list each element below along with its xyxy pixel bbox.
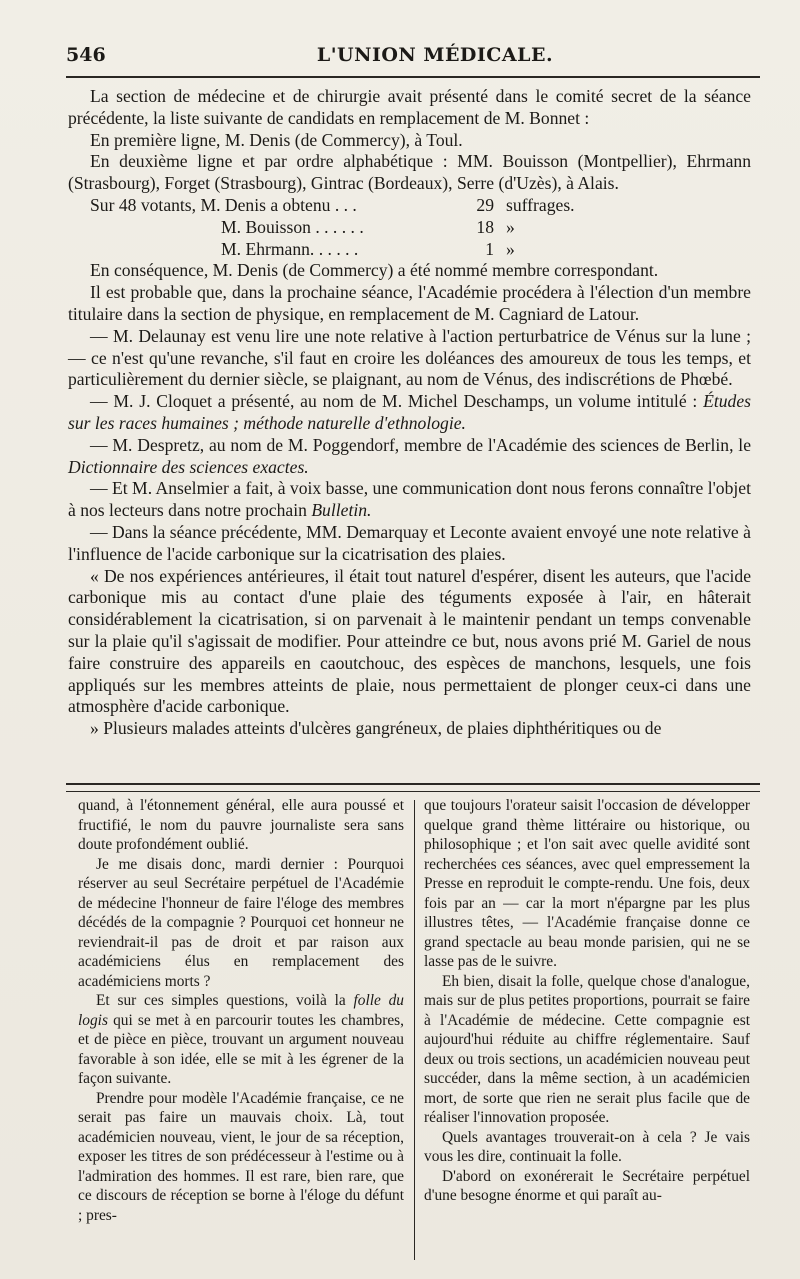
vote-row <box>68 195 751 217</box>
feuilleton-right-column <box>424 796 750 1206</box>
main-article <box>68 86 751 740</box>
column-rule <box>414 800 415 1260</box>
vote-candidate: M. Bouisson . . . . . . <box>221 216 364 237</box>
paragraph-text: qui se met à en parcourir toutes les chambres, et de pièce en pièce, trouvant un argument nouveau favorable à son idée, elle se mit à les égrener de la façon suivante. <box>78 1011 404 1087</box>
running-header <box>66 44 744 74</box>
paragraph: » Plusieurs malades atteints d'ulcères gangréneux, de plaies diphthéritiques ou de <box>90 718 662 739</box>
paragraph: Eh bien, disait la folle, quelque chose d'analogue, mais sur de plus petites proportions, pourrait se faire à l'Académie de médecine. Cette compagnie est aujourd'hui réduite au chiffre réglementaire. Sauf deux ou trois sections, un académicien nouveau peut succéder, dans la même section, à un académicien mort, de sorte que rien ne serait plus facile que de réaliser l'innovation proposée. <box>424 972 750 1126</box>
feuilleton-divider <box>66 783 760 792</box>
vote-count: 29 <box>476 194 494 215</box>
paragraph: que toujours l'orateur saisit l'occasion de développer quelque grand thème littéraire ou historique, ou philosophique ; et l'on sait avec quelle avidité sont recherchées ces séances, avec quel empressement la Presse en reproduit le compte-rendu. Une fois, deux fois par an — car la mort n'épargne par les plus illustres têtes, — l'Académie française donne ce grand spectacle au beau monde parisien, qui ne se lasse pas de le suivre. <box>424 797 750 970</box>
paragraph-text: — M. Despretz, au nom de M. Poggendorf, membre de l'Académie des sciences de Berlin, le <box>90 434 751 455</box>
paragraph: « De nos expériences antérieures, il était tout naturel d'espérer, disent les auteurs, que l'acide carbonique mis au contact d'une plaie des téguments exposée à l'air, en hâterait considérablement la cicatrisation, si on parvenait à le maintenir pendant un temps convenable sur la plaie qu'il s'agissait de modifier. Pour atteindre ce but, nous avons prié M. Gariel de nous faire construire des appareils en caoutchouc, des espèces de manchons, lesquels, une fois appliqués sur les membres atteints de plaie, nous permettaient de plonger ceux-ci dans une atmosphère d'acide carbonique. <box>68 565 751 717</box>
vote-row <box>68 239 751 261</box>
vote-count: 18 <box>476 216 494 237</box>
paragraph: Quels avantages trouverait-on à cela ? Je vais vous les dire, continuait la folle. <box>424 1128 750 1165</box>
vote-results <box>68 195 751 260</box>
paragraph: En conséquence, M. Denis (de Commercy) a été nommé membre correspondant. <box>90 260 659 281</box>
paragraph: — Dans la séance précédente, MM. Demarquay et Leconte avaient envoyé une note relative à l'influence de l'acide carbonique sur la cicatrisation des plaies. <box>68 521 751 564</box>
page-number: 546 <box>66 44 106 66</box>
paragraph: — M. Delaunay est venu lire une note relative à l'action perturbatrice de Vénus sur la lune ; — ce n'est qu'une revanche, s'il faut en croire les doléances des amoureux de tous les temps, et particulièrement du dernier siècle, se plaignant, au nom de Vénus, des indiscrétions de Phœbé. <box>68 325 751 390</box>
paragraph-text: Et sur ces simples questions, voilà la <box>96 992 346 1009</box>
paragraph: La section de médecine et de chirurgie avait présenté dans le comité secret de la séance précédente, la liste suivante de candidats en remplacement de M. Bonnet : <box>68 86 751 128</box>
feuilleton <box>78 796 752 1266</box>
paragraph: Prendre pour modèle l'Académie française, ce ne serait pas faire un mauvais choix. Là, tout académicien nouveau, vient, le jour de sa réception, exposer les titres de son prédécesseur à l'estime ou à l'admiration des hommes. Il est rare, bien rare, que ce discours de réception se borne à l'éloge du défunt ; pres- <box>78 1089 404 1224</box>
paragraph-text: — M. J. Cloquet a présenté, au nom de M. Michel Deschamps, un volume intitulé : <box>90 391 698 412</box>
vote-row <box>68 217 751 239</box>
feuilleton-left-column <box>78 796 404 1225</box>
paragraph: En deuxième ligne et par ordre alphabétique : MM. Bouisson (Montpellier), Ehrmann (Strasbourg), Forget (Strasbourg), Gintrac (Bordeaux), Serre (d'Uzès), à Alais. <box>68 151 751 194</box>
book-title: Dictionnaire des sciences exactes. <box>68 456 309 477</box>
publication-title: Bulletin. <box>311 500 372 521</box>
paragraph <box>68 478 751 522</box>
header-rule <box>66 76 760 78</box>
vote-count: 1 <box>485 238 494 259</box>
vote-candidate: M. Ehrmann. . . . . . <box>221 238 359 259</box>
vote-unit: suffrages. <box>506 194 575 215</box>
paragraph <box>78 991 404 1089</box>
paragraph: quand, à l'étonnement général, elle aura poussé et fructifié, le nom du pauvre journaliste sera sans doute profondément oublié. <box>78 797 404 853</box>
paragraph: En première ligne, M. Denis (de Commercy), à Toul. <box>90 129 463 150</box>
vote-unit: » <box>506 216 515 237</box>
paragraph-text: — Et M. Anselmier a fait, à voix basse, une communication dont nous ferons connaître l'objet à nos lecteurs dans notre prochain <box>68 478 751 521</box>
vote-candidate: Sur 48 votants, M. Denis a obtenu . . . <box>90 194 357 215</box>
paragraph: Je me disais donc, mardi dernier : Pourquoi réserver au seul Secrétaire perpétuel de l'Académie de médecine l'honneur de faire l'éloge des membres décédés de la compagnie ? Pourquoi cet honneur ne reviendrait-il pas de droit et par raison aux académiciens élus en remplacement des académiciens morts ? <box>78 855 404 990</box>
vote-unit: » <box>506 238 515 259</box>
paragraph <box>68 391 751 435</box>
paragraph <box>68 435 751 479</box>
book-title: Études sur les races humaines ; méthode naturelle d'ethnologie. <box>68 391 751 433</box>
italic-phrase: folle du logis <box>78 992 404 1029</box>
journal-title: L'UNION MÉDICALE. <box>316 44 554 66</box>
paragraph: D'abord on exonérerait le Secrétaire perpétuel d'une besogne énorme et qui paraît au- <box>424 1167 750 1204</box>
paragraph: Il est probable que, dans la prochaine séance, l'Académie procédera à l'élection d'un membre titulaire dans la section de physique, en remplacement de M. Cagniard de Latour. <box>68 282 751 324</box>
